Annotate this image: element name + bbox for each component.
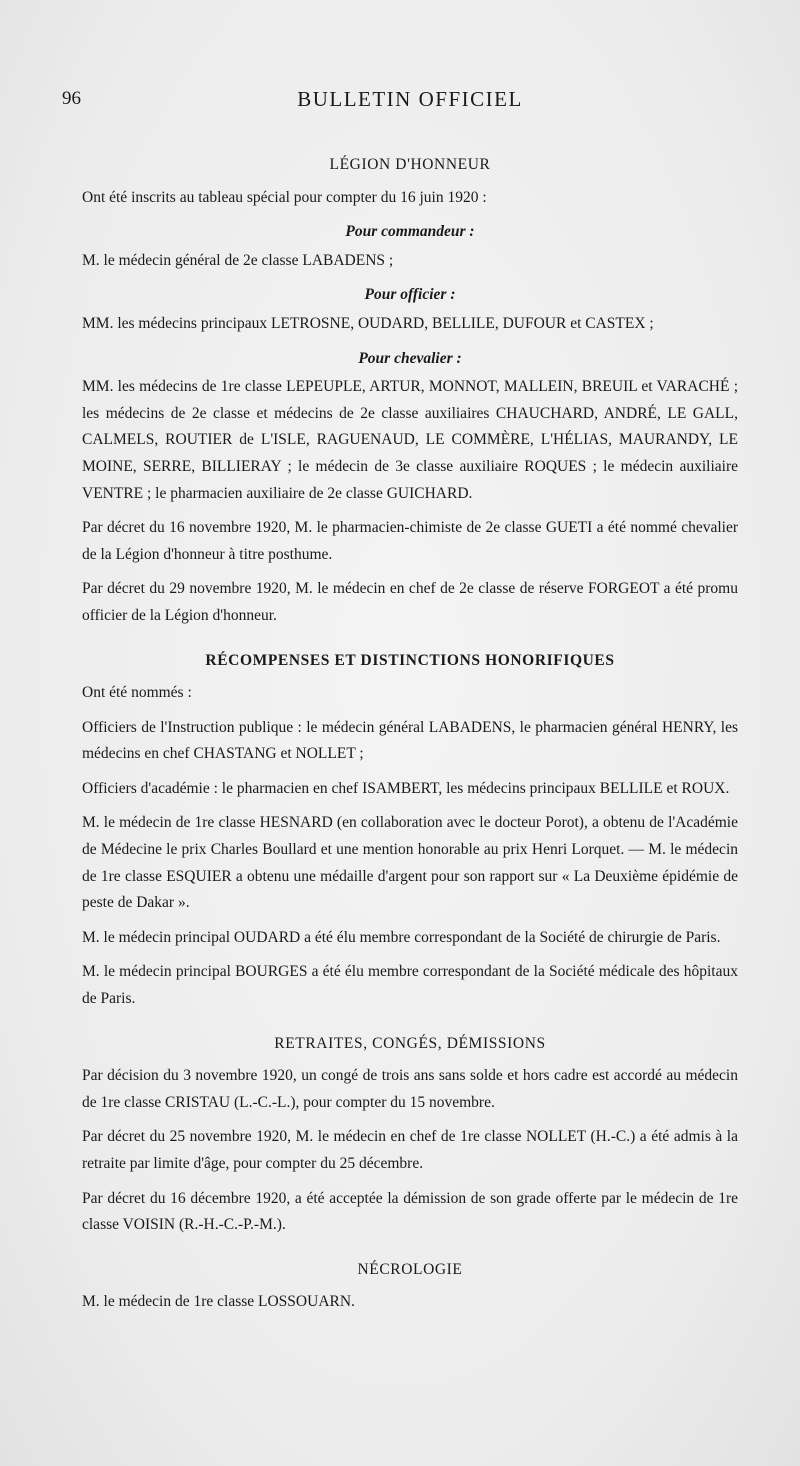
section-title-legion: LÉGION D'HONNEUR (329, 156, 491, 173)
academie-text: Officiers d'académie : le pharmacien en chef ISAMBERT, les médecins principaux BELLILE et ROUX. (82, 779, 730, 797)
page-number: 96 (62, 88, 81, 109)
necrologie-text: M. le médecin de 1re classe LOSSOUARN. (82, 1293, 355, 1311)
retraites-paragraph-1: Par décision du 3 novembre 1920, un congé de trois ans sans solde et hors cadre est accordé au médecin de 1re classe CRISTAU (L.-C.-L.), pour compter du 15 novembre. (82, 1067, 738, 1111)
subhead-officier: Pour officier : (364, 286, 456, 304)
decret-paragraph-2: Par décret du 29 novembre 1920, M. le médecin en chef de 2e classe de réserve FORGEOT a été promu officier de la Légion d'honneur. (82, 580, 738, 624)
section-title-necrologie: NÉCROLOGIE (357, 1260, 463, 1278)
hesnard-text: M. le médecin de 1re classe HESNARD (en collaboration avec le docteur Porot), a obtenu de l'Académie de Médecine le prix Charles Boullard et une mention honorable au prix Henri Lorquet. — M. le médecin de 1re classe ESQUIER a obtenu une médaille d'argent pour son rapport sur « La Deuxième épidémie de peste de Dakar ». (82, 814, 738, 912)
subhead-chevalier: Pour chevalier : (358, 349, 462, 367)
bourges-text: M. le médecin principal BOURGES a été élu membre correspondant de la Société médicale des hôpitaux de Paris. (82, 963, 738, 1008)
section-title-recompenses: RÉCOMPENSES ET DISTINCTIONS HONORIFIQUES (205, 651, 615, 669)
page-header (62, 86, 738, 120)
decret-paragraph-1: Par décret du 16 novembre 1920, M. le pharmacien-chimiste de 2e classe GUETI a été nommé chevalier de la Légion d'honneur à titre posthume. (82, 519, 738, 563)
subhead-commandeur: Pour commandeur : (345, 223, 475, 241)
commandeur-text: M. le médecin général de 2e classe LABADENS ; (82, 251, 394, 269)
running-title: BULLETIN OFFICIEL (297, 87, 523, 111)
page-content (62, 86, 738, 1324)
legion-intro: Ont été inscrits au tableau spécial pour compter du 16 juin 1920 : (82, 188, 487, 206)
retraites-paragraph-3: Par décret du 16 décembre 1920, a été acceptée la démission de son grade offerte par le médecin de 1re classe VOISIN (R.-H.-C.-P.-M.). (82, 1189, 738, 1234)
recompenses-intro: Ont été nommés : (82, 684, 192, 702)
instruction-publique-text: Officiers de l'Instruction publique : le médecin général LABADENS, le pharmacien général HENRY, les médecins en chef CHASTANG et NOLLET ; (82, 718, 738, 763)
retraites-paragraph-2: Par décret du 25 novembre 1920, M. le médecin en chef de 1re classe NOLLET (H.-C.) a été admis à la retraite par limite d'âge, pour compter du 25 décembre. (82, 1128, 738, 1172)
section-title-retraites: RETRAITES, CONGÉS, DÉMISSIONS (274, 1034, 546, 1052)
officier-text: MM. les médecins principaux LETROSNE, OUDARD, BELLILE, DUFOUR et CASTEX ; (82, 314, 654, 332)
chevalier-text: MM. les médecins de 1re classe LEPEUPLE, ARTUR, MONNOT, MALLEIN, BREUIL et VARACHÉ ; les médecins de 2e classe et médecins de 2e classe auxiliaires CHAUCHARD, ANDRÉ, LE GALL, CALMELS, ROUTIER de L'ISLE, RAGUENAUD, LE COMMÈRE, L'HÉLIAS, MAURANDY, LE MOINE, SERRE, BILLIERAY ; le médecin de 3e classe auxiliaire ROQUES ; le médecin auxiliaire VENTRE ; le pharmacien auxiliaire de 2e classe GUICHARD. (82, 378, 738, 502)
oudard-text: M. le médecin principal OUDARD a été élu membre correspondant de la Société de chirurgie de Paris. (82, 928, 721, 946)
